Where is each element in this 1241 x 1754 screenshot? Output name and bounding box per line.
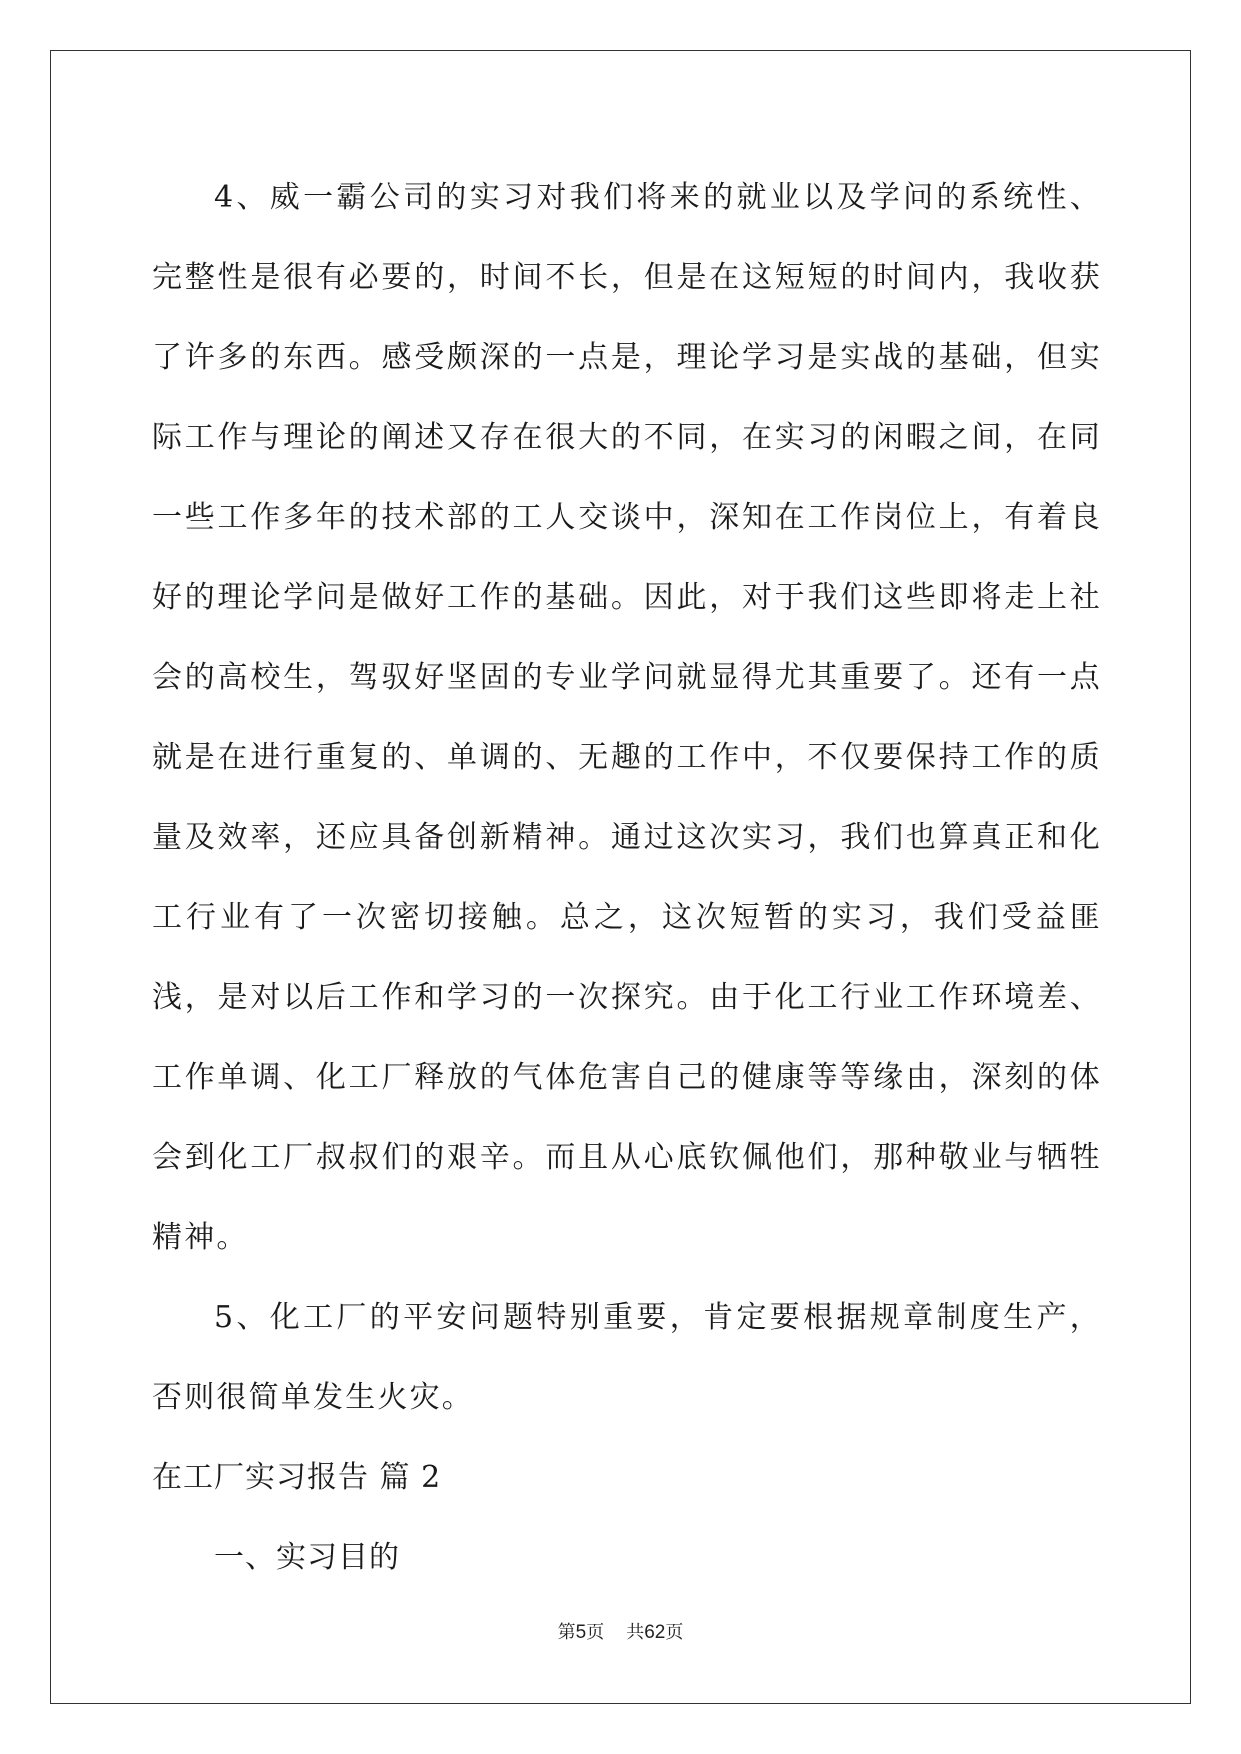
total-pages: 62 — [644, 1622, 666, 1643]
page-prefix: 第 — [557, 1622, 576, 1643]
document-body — [152, 158, 1102, 1598]
section-title: 在工厂实习报告 篇 2 — [152, 1460, 442, 1495]
total-prefix: 共 — [626, 1622, 645, 1643]
paragraph-conclusion-4: 4、威一霸公司的实习对我们将来的就业以及学问的系统性、完整性是很有必要的，时间不长，但是在这短短的时间内，我收获了许多的东西。感受颇深的一点是，理论学习是实战的基础，但实际工作与理论的阐述又存在很大的不同，在实习的闲暇之间，在同一些工作多年的技术部的工人交谈中，深知在工作岗位上，有着良好的理论学问是做好工作的基础。因此，对于我们这些即将走上社会的高校生，驾驭好坚固的专业学问就显得尤其重要了。还有一点就是在进行重复的、单调的、无趣的工作中，不仅要保持工作的质量及效率，还应具备创新精神。通过这次实习，我们也算真正和化工行业有了一次密切接触。总之，这次短暂的实习，我们受益匪浅，是对以后工作和学习的一次探究。由于化工行业工作环境差、工作单调、化工厂释放的气体危害自己的健康等等缘由，深刻的体会到化工厂叔叔们的艰辛。而且从心底钦佩他们，那种敬业与牺牲精神。 — [152, 180, 1102, 1255]
paragraph-conclusion-5: 5、化工厂的平安问题特别重要，肯定要根据规章制度生产，否则很简单发生火灾。 — [152, 1300, 1102, 1415]
page-suffix: 页 — [586, 1622, 605, 1643]
total-suffix: 页 — [665, 1622, 684, 1643]
page-footer — [0, 1618, 1241, 1644]
subheading-purpose: 一、实习目的 — [214, 1540, 400, 1575]
page-number: 5 — [575, 1622, 587, 1643]
